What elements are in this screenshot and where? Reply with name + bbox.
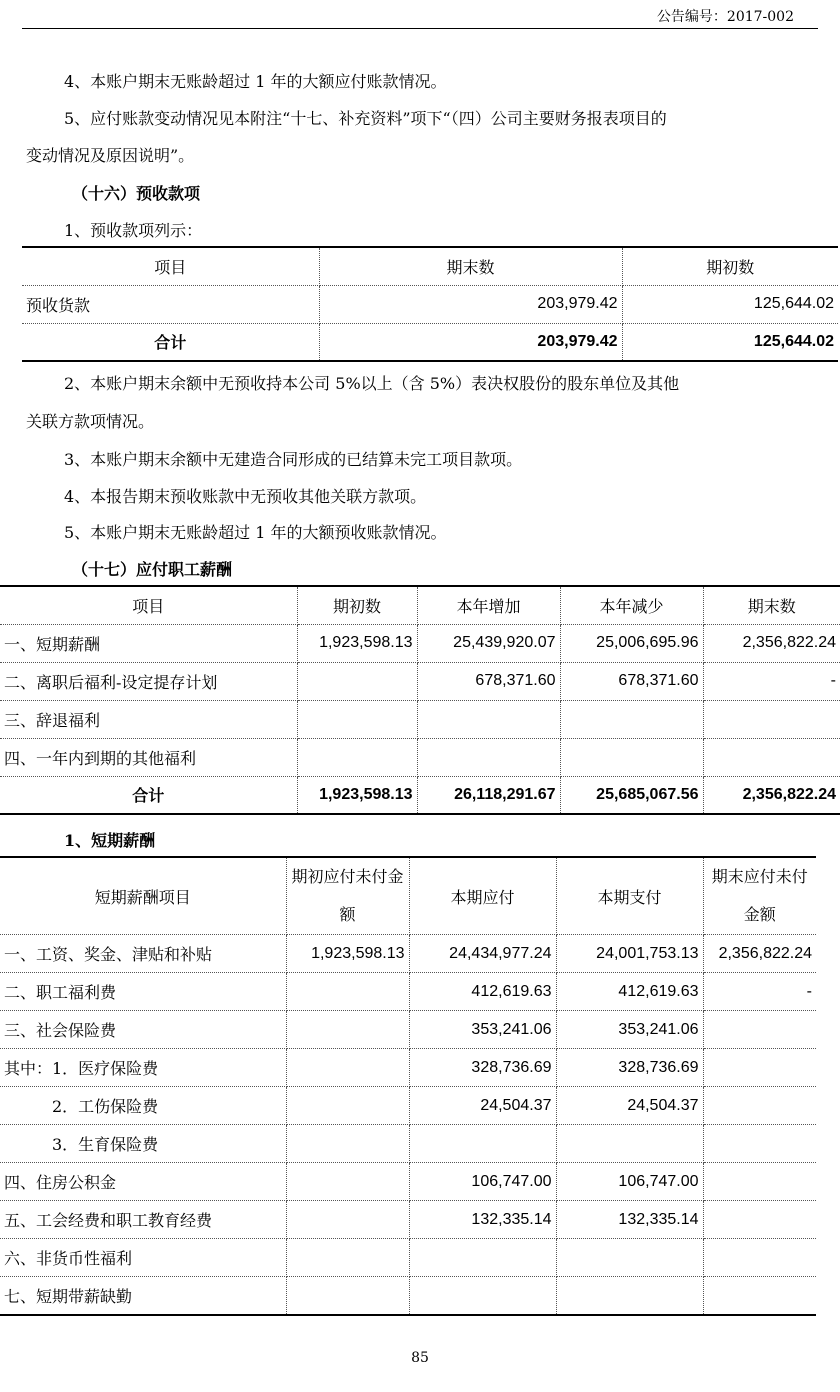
cell: 24,504.37 <box>556 1087 703 1125</box>
cell <box>409 1125 556 1163</box>
col-header: 本期支付 <box>556 857 703 935</box>
table-row <box>0 1125 816 1163</box>
cell: 25,439,920.07 <box>417 624 560 662</box>
cell: 132,335.14 <box>409 1201 556 1239</box>
para-ap-change-line1: 5、应付账款变动情况见本附注“十七、补充资料”项下“（四）公司主要财务报表项目的 <box>64 109 667 128</box>
cell <box>297 738 417 776</box>
cell: 125,644.02 <box>622 285 838 323</box>
para-advance-shareholders-line1: 2、本账户期末余额中无预收持本公司 5%以上（含 5%）表决权股份的股东单位及其他 <box>64 374 680 393</box>
cell: 四、一年内到期的其他福利 <box>0 738 297 776</box>
table-row <box>0 1277 816 1315</box>
cell: 三、社会保险费 <box>0 1011 286 1049</box>
cell: 七、短期带薪缺勤 <box>0 1277 286 1315</box>
cell: 203,979.42 <box>319 285 622 323</box>
cell: 353,241.06 <box>556 1011 703 1049</box>
cell: 二、职工福利费 <box>0 973 286 1011</box>
cell: 五、工会经费和职工教育经费 <box>0 1201 286 1239</box>
cell: 四、住房公积金 <box>0 1163 286 1201</box>
cell <box>297 700 417 738</box>
cell: 一、短期薪酬 <box>0 624 297 662</box>
col-header: 本年增加 <box>417 586 560 624</box>
para-related-parties: 4、本报告期末预收账款中无预收其他关联方款项。 <box>64 487 427 506</box>
section-heading-17: （十七）应付职工薪酬 <box>72 560 233 579</box>
cell <box>560 738 703 776</box>
cell <box>560 700 703 738</box>
para-advance-aging: 5、本账户期末无账龄超过 1 年的大额预收账款情况。 <box>64 523 447 542</box>
cell <box>417 738 560 776</box>
cell: 2,356,822.24 <box>703 624 840 662</box>
cell: 预收货款 <box>22 285 319 323</box>
cell <box>703 1125 816 1163</box>
cell: 2,356,822.24 <box>703 935 816 973</box>
advance-receipts-table <box>22 246 838 362</box>
cell: 24,001,753.13 <box>556 935 703 973</box>
cell <box>286 1011 409 1049</box>
cell: 412,619.63 <box>409 973 556 1011</box>
cell: 412,619.63 <box>556 973 703 1011</box>
cell: 二、离职后福利-设定提存计划 <box>0 662 297 700</box>
cell: 25,006,695.96 <box>560 624 703 662</box>
cell: 203,979.42 <box>319 323 622 361</box>
table-total-row <box>22 323 838 361</box>
cell: 132,335.14 <box>556 1201 703 1239</box>
cell: 1,923,598.13 <box>297 776 417 814</box>
col-header: 短期薪酬项目 <box>0 857 286 935</box>
para-ap-change-line2: 变动情况及原因说明”。 <box>26 146 195 165</box>
cell <box>703 700 840 738</box>
cell <box>703 1087 816 1125</box>
cell <box>703 1277 816 1315</box>
table-row <box>0 935 816 973</box>
cell <box>286 1277 409 1315</box>
cell <box>556 1125 703 1163</box>
cell: 678,371.60 <box>560 662 703 700</box>
col-header: 期初数 <box>622 247 838 285</box>
cell: 106,747.00 <box>556 1163 703 1201</box>
cell: 合计 <box>0 776 297 814</box>
table-row <box>0 1163 816 1201</box>
cell <box>297 662 417 700</box>
table-row <box>0 700 840 738</box>
table-row <box>0 1049 816 1087</box>
table-row <box>22 285 838 323</box>
table-row <box>0 973 816 1011</box>
col-header: 期初应付未付金额 <box>286 857 409 935</box>
short-term-pay-table <box>0 856 816 1316</box>
cell: 125,644.02 <box>622 323 838 361</box>
table-row <box>0 1011 816 1049</box>
para-advance-list: 1、预收款项列示： <box>64 221 203 240</box>
cell <box>409 1239 556 1277</box>
cell <box>556 1239 703 1277</box>
cell <box>286 973 409 1011</box>
cell: 六、非货币性福利 <box>0 1239 286 1277</box>
table-row <box>0 1201 816 1239</box>
para-ap-aging: 4、本账户期末无账龄超过 1 年的大额应付账款情况。 <box>64 72 447 91</box>
cell: 1,923,598.13 <box>286 935 409 973</box>
employee-payables-table <box>0 585 840 815</box>
table-row <box>0 1239 816 1277</box>
cell: 1,923,598.13 <box>297 624 417 662</box>
table-row <box>0 624 840 662</box>
subsection-heading-short-term: 1、短期薪酬 <box>64 831 156 850</box>
cell: - <box>703 973 816 1011</box>
col-header: 本期应付 <box>409 857 556 935</box>
table-row <box>0 662 840 700</box>
para-advance-shareholders-line2: 关联方款项情况。 <box>26 412 155 431</box>
cell <box>286 1125 409 1163</box>
col-header: 期末数 <box>703 586 840 624</box>
cell <box>286 1201 409 1239</box>
page-header <box>22 0 818 29</box>
cell <box>417 700 560 738</box>
col-header: 期末应付未付金额 <box>703 857 816 935</box>
col-header: 期初数 <box>297 586 417 624</box>
cell <box>703 1163 816 1201</box>
cell <box>703 738 840 776</box>
cell: 25,685,067.56 <box>560 776 703 814</box>
cell: 328,736.69 <box>409 1049 556 1087</box>
cell: 2,356,822.24 <box>703 776 840 814</box>
para-construction-contracts: 3、本账户期末余额中无建造合同形成的已结算未完工项目款项。 <box>64 450 523 469</box>
cell: 三、辞退福利 <box>0 700 297 738</box>
cell: 26,118,291.67 <box>417 776 560 814</box>
cell <box>703 1049 816 1087</box>
cell <box>556 1277 703 1315</box>
cell <box>286 1163 409 1201</box>
cell <box>703 1201 816 1239</box>
cell <box>703 1239 816 1277</box>
cell: - <box>703 662 840 700</box>
cell: 24,434,977.24 <box>409 935 556 973</box>
table-header-row <box>0 857 816 935</box>
cell <box>703 1011 816 1049</box>
cell: 3．生育保险费 <box>0 1125 286 1163</box>
cell: 678,371.60 <box>417 662 560 700</box>
col-header: 期末数 <box>319 247 622 285</box>
col-header: 本年减少 <box>560 586 703 624</box>
doc-number: 公告编号：2017-002 <box>656 9 794 25</box>
cell <box>286 1049 409 1087</box>
cell: 328,736.69 <box>556 1049 703 1087</box>
table-total-row <box>0 776 840 814</box>
cell: 106,747.00 <box>409 1163 556 1201</box>
cell: 其中：1．医疗保险费 <box>0 1049 286 1087</box>
cell: 24,504.37 <box>409 1087 556 1125</box>
cell <box>286 1087 409 1125</box>
cell: 2．工伤保险费 <box>0 1087 286 1125</box>
table-header-row <box>0 586 840 624</box>
cell <box>286 1239 409 1277</box>
page-number: 85 <box>411 1350 429 1366</box>
cell <box>409 1277 556 1315</box>
cell: 合计 <box>22 323 319 361</box>
col-header: 项目 <box>0 586 297 624</box>
cell: 一、工资、奖金、津贴和补贴 <box>0 935 286 973</box>
col-header: 项目 <box>22 247 319 285</box>
table-row <box>0 738 840 776</box>
table-row <box>0 1087 816 1125</box>
section-heading-16: （十六）预收款项 <box>72 184 201 203</box>
cell: 353,241.06 <box>409 1011 556 1049</box>
table-header-row <box>22 247 838 285</box>
